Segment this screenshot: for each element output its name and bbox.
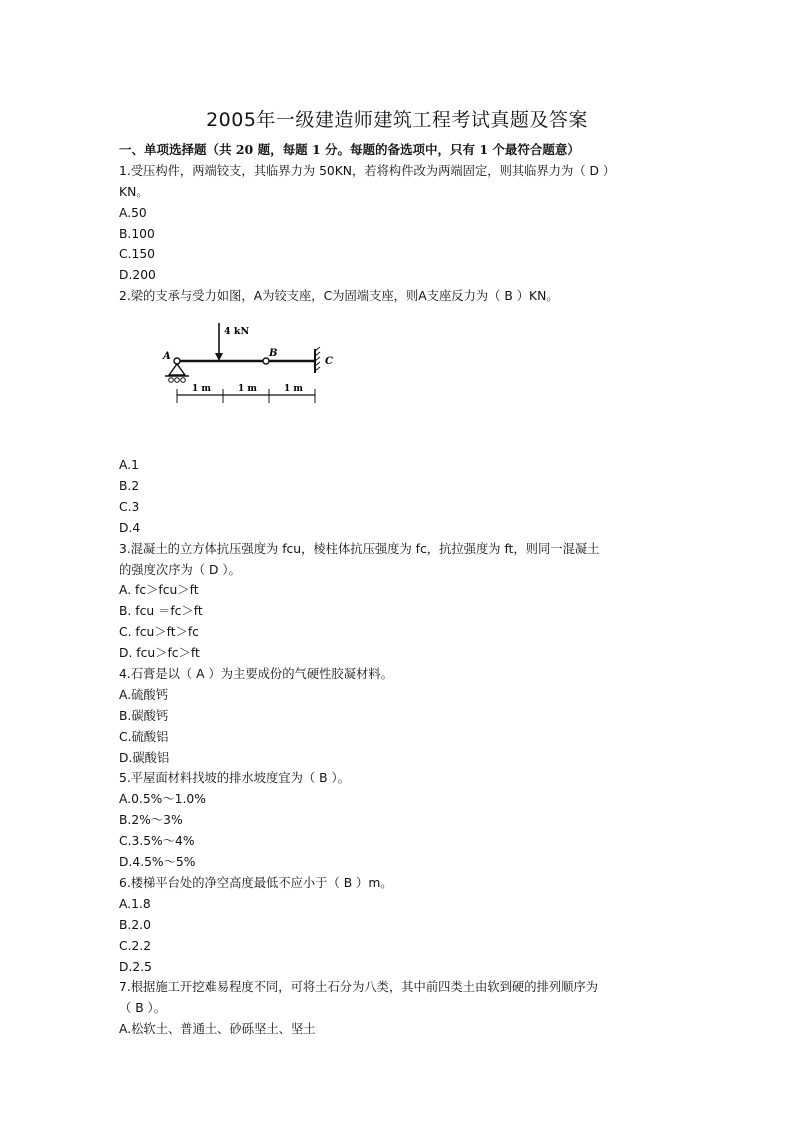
roller-a-1 — [169, 378, 174, 383]
question-4-stem: 4.石膏是以（ A ）为主要成份的气硬性胶凝材料。 — [119, 667, 393, 682]
question-5-option-b: B.2%～3% — [119, 813, 183, 828]
beam-diagram-svg — [139, 323, 359, 433]
question-7-option-a: A.松软土、普通土、砂砾坚土、坚土 — [119, 1022, 316, 1037]
question-6-stem: 6.楼梯平台处的净空高度最低不应小于（ B ）m。 — [119, 875, 393, 890]
question-5-option-a: A.0.5%～1.0% — [119, 792, 206, 807]
question-2-option-d: D.4 — [119, 520, 141, 535]
label-c: C — [325, 356, 333, 368]
question-5-stem: 5.平屋面材料找坡的排水坡度宜为（ B ）。 — [119, 771, 350, 786]
question-3-option-b: B. fcu ＝fc＞ft — [119, 604, 203, 619]
question-1-option-c: C.150 — [119, 247, 155, 262]
question-1-option-b: B.100 — [119, 226, 155, 241]
label-b: B — [269, 348, 278, 360]
pin-support-a — [169, 364, 185, 375]
label-a: A — [163, 351, 171, 363]
question-3-option-d: D. fcu＞fc＞ft — [119, 646, 200, 661]
roller-a-3 — [181, 378, 186, 383]
question-1-stem-cont: KN。 — [119, 184, 149, 199]
question-4-option-c: C.硫酸铝 — [119, 729, 169, 744]
question-2-stem: 2.梁的支承与受力如图，A为铰支座，C为固端支座，则A支座反力为（ B ）KN。 — [119, 289, 559, 304]
load-arrow-head — [215, 353, 223, 361]
question-3-stem: 3.混凝土的立方体抗压强度为 fcu，棱柱体抗压强度为 fc，抗拉强度为 ft，则同一混凝土 — [119, 541, 600, 556]
question-5-option-c: C.3.5%～4% — [119, 834, 195, 849]
question-5-option-d: D.4.5%～5% — [119, 855, 196, 870]
load-label: 4 kN — [224, 326, 250, 338]
question-7-stem-cont: （ B ）。 — [119, 1001, 166, 1016]
span-3-label: 1 m — [284, 384, 303, 395]
question-3-option-a: A. fc＞fcu＞ft — [119, 583, 199, 598]
question-3-stem-cont: 的强度次序为（ D ）。 — [119, 562, 241, 577]
section-header: 一、单项选择题（共 20 题，每题 1 分。每题的备选项中，只有 1 个最符合题意） — [119, 142, 580, 157]
question-4-option-b: B.碳酸钙 — [119, 708, 169, 723]
question-1-option-a: A.50 — [119, 205, 147, 220]
question-1-stem: 1.受压构件，两端铰支，其临界力为 50KN，若将构件改为两端固定，则其临界力为（ D ） — [119, 163, 616, 178]
span-1-label: 1 m — [192, 384, 211, 395]
span-2-label: 1 m — [238, 384, 257, 395]
roller-a-2 — [175, 378, 180, 383]
question-4-option-a: A.硫酸钙 — [119, 687, 168, 702]
question-6-option-b: B.2.0 — [119, 917, 151, 932]
question-6-option-c: C.2.2 — [119, 938, 152, 953]
document-body — [119, 140, 679, 1040]
question-2-option-c: C.3 — [119, 499, 140, 514]
question-6-option-d: D.2.5 — [119, 959, 152, 974]
beam-diagram — [139, 315, 679, 455]
question-4-option-d: D.碳酸铝 — [119, 750, 170, 765]
question-1-option-d: D.200 — [119, 268, 156, 283]
question-2-option-b: B.2 — [119, 479, 140, 494]
question-3-option-c: C. fcu＞ft＞fc — [119, 625, 199, 640]
question-7-stem: 7.根据施工开挖难易程度不同，可将土石分为八类，其中前四类土由软到硬的排列顺序为 — [119, 980, 599, 995]
page-title: 2005年一级建造师建筑工程考试真题及答案 — [206, 109, 588, 131]
question-6-option-a: A.1.8 — [119, 896, 151, 911]
question-2-option-a: A.1 — [119, 458, 139, 473]
